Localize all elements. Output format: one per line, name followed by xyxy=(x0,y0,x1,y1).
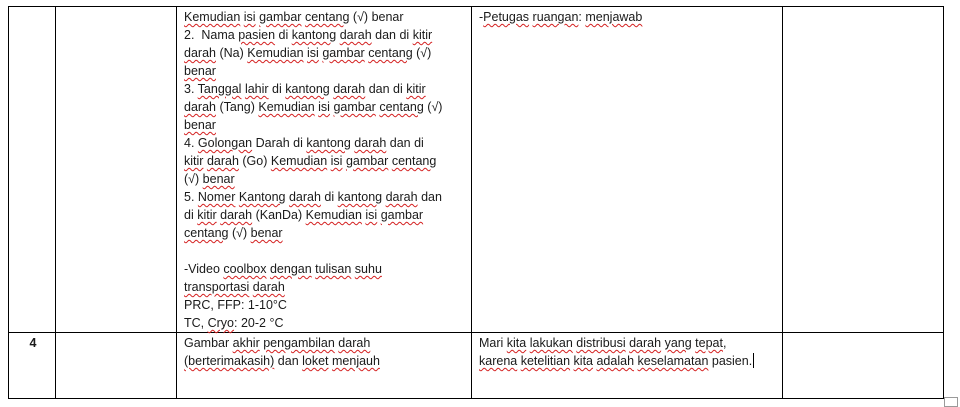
step-line: di kitir darah (KanDa) Kemudian isi gambar xyxy=(184,208,424,222)
table-row xyxy=(9,333,944,399)
narration-line: karena ketelitian kita adalah keselamatan pasien. xyxy=(479,354,753,368)
step-line: benar xyxy=(184,118,216,132)
notes-cell[interactable] xyxy=(783,7,944,333)
content-cell[interactable] xyxy=(177,333,472,399)
content-cell[interactable] xyxy=(177,7,472,333)
notes-cell[interactable] xyxy=(783,333,944,399)
visual-cell[interactable] xyxy=(56,333,177,399)
step-line: darah (Na) Kemudian isi gambar centang (√) xyxy=(184,46,432,60)
step-line: Kemudian isi gambar centang (√) benar xyxy=(184,10,404,24)
step-line: benar xyxy=(184,64,216,78)
step-line: centang (√) benar xyxy=(184,226,283,240)
row-number[interactable]: 4 xyxy=(9,333,56,399)
narration-cell[interactable] xyxy=(472,333,783,399)
video-line: PRC, FFP: 1-10°C xyxy=(184,298,287,312)
video-line: -Video coolbox dengan tulisan suhu xyxy=(184,262,382,276)
content-line: (berterimakasih) dan loket menjauh xyxy=(184,354,380,368)
response-line: -Petugas ruangan: menjawab xyxy=(479,10,643,24)
table-row xyxy=(9,7,944,333)
storyboard-table xyxy=(8,6,944,399)
step-line: darah (Tang) Kemudian isi gambar centang (√) xyxy=(184,100,443,114)
step-line: 5. Nomer Kantong darah di kantong darah dan xyxy=(184,190,442,204)
video-line: TC, Cryo: 20-2 °C xyxy=(184,316,284,330)
step-line: 4. Golongan Darah di kantong darah dan di xyxy=(184,136,424,150)
step-line: 2. Nama pasien di kantong darah dan di kitir xyxy=(184,28,433,42)
response-cell[interactable] xyxy=(472,7,783,333)
step-line: (√) benar xyxy=(184,172,235,186)
video-line: transportasi darah xyxy=(184,280,285,294)
visual-cell[interactable] xyxy=(56,7,177,333)
blank-line xyxy=(184,242,466,260)
step-line: kitir darah (Go) Kemudian isi gambar centang xyxy=(184,154,437,168)
step-line: 3. Tanggal lahir di kantong darah dan di kitir xyxy=(184,82,426,96)
number-cell[interactable] xyxy=(9,7,56,333)
content-line: Gambar akhir pengambilan darah xyxy=(184,336,371,350)
table-resize-handle[interactable] xyxy=(944,397,958,407)
narration-line: Mari kita lakukan distribusi darah yang tepat, xyxy=(479,336,727,350)
text-cursor xyxy=(753,353,754,368)
